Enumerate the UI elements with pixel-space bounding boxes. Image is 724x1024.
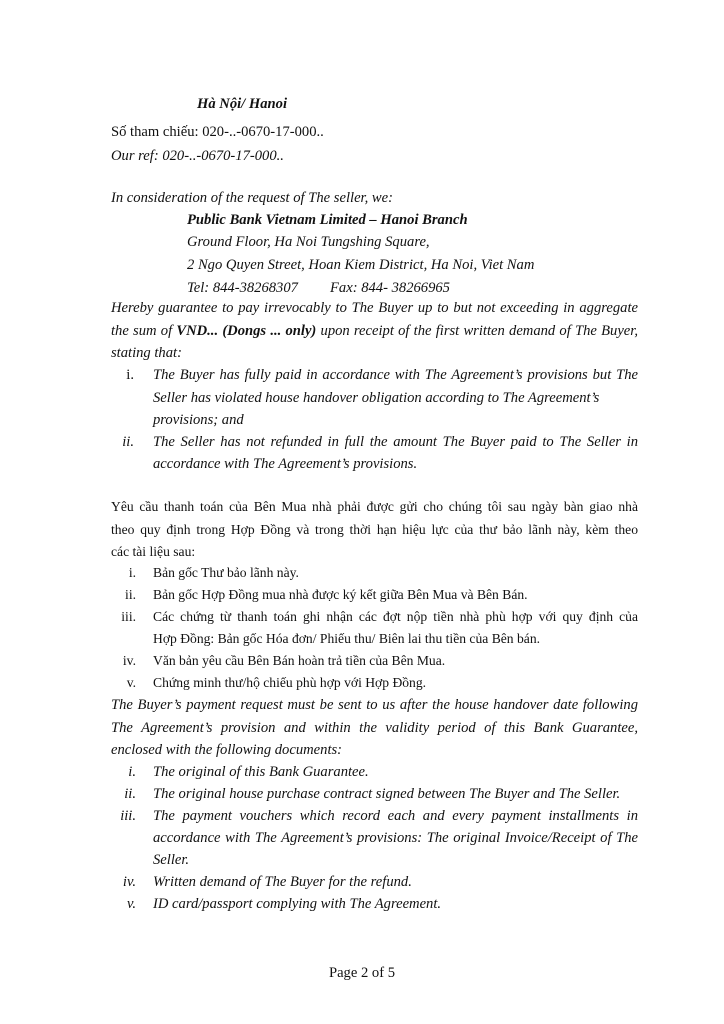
vn-doc-5-number: v.: [126, 675, 136, 690]
en-doc-5-text: ID card/passport complying with The Agreement.: [153, 896, 442, 912]
en-doc-4-number: iv.: [122, 874, 136, 890]
page-number: Page 2 of 5: [328, 965, 396, 981]
condition-1-number: i.: [126, 367, 134, 383]
guarantee-amount: VND... (Dongs ... only): [176, 323, 317, 339]
condition-2-number: ii.: [122, 434, 134, 450]
reference-en: Our ref: 020-..-0670-17-000..: [111, 148, 284, 164]
en-doc-3-line-3: Seller.: [153, 852, 190, 868]
condition-1-line-2: Seller has violated house handover obligation according to The Agreement’s: [153, 390, 600, 406]
place-heading: Hà Nội/ Hanoi: [197, 96, 288, 112]
vn-doc-2-number: ii.: [125, 587, 136, 602]
vn-doc-5-text: Chứng minh thư/hộ chiếu phù hợp với Hợp Đồng.: [153, 675, 427, 690]
guarantee-line-3: stating that:: [111, 345, 182, 361]
vn-doc-3-line-1: Các chứng từ thanh toán ghi nhận các đợt nộp tiền nhà phù hợp với quy định của: [153, 609, 638, 624]
condition-2-line-1: The Seller has not refunded in full the amount The Buyer paid to The Seller in: [153, 434, 638, 450]
en-doc-2-number: ii.: [124, 786, 136, 802]
en-doc-4-text: Written demand of The Buyer for the refund.: [153, 874, 412, 890]
vn-doc-3-line-2: Hợp Đồng: Bản gốc Hóa đơn/ Phiếu thu/ Biên lai thu tiền của Bên bán.: [153, 631, 541, 646]
vn-request-line-2: theo quy định trong Hợp Đồng và trong thời hạn hiệu lực của thư bảo lãnh này, kèm theo: [111, 522, 638, 537]
condition-1-line-3: provisions; and: [153, 412, 244, 428]
en-doc-1-number: i.: [128, 764, 136, 780]
en-doc-5-number: v.: [126, 896, 136, 912]
en-doc-1-text: The original of this Bank Guarantee.: [153, 764, 369, 780]
en-doc-3-line-1: The payment vouchers which record each and every payment installments in: [153, 808, 638, 824]
guarantee-line-1: Hereby guarantee to pay irrevocably to The Buyer up to but not exceeding in aggregate: [111, 300, 638, 316]
guarantee-line-2: the sum of VND... (Dongs ... only) upon receipt of the first written demand of The Buyer,: [111, 323, 638, 339]
bank-address-line-2: 2 Ngo Quyen Street, Hoan Kiem District, Ha Noi, Viet Nam: [187, 257, 535, 273]
vn-doc-1-number: i.: [128, 565, 136, 580]
vn-doc-4-number: iv.: [122, 653, 136, 668]
vn-request-line-1: Yêu cầu thanh toán của Bên Mua nhà phải được gửi cho chúng tôi sau ngày bàn giao nhà: [111, 499, 638, 514]
en-doc-3-line-2: accordance with The Agreement’s provisions: The original Invoice/Receipt of The: [153, 830, 638, 846]
condition-2-line-2: accordance with The Agreement’s provisions.: [153, 456, 418, 472]
condition-1-line-1: The Buyer has fully paid in accordance with The Agreement’s provisions but The: [153, 367, 638, 383]
vn-doc-4-text: Văn bản yêu cầu Bên Bán hoàn trả tiền của Bên Mua.: [153, 653, 446, 668]
vn-request-line-3: các tài liệu sau:: [111, 544, 196, 559]
reference-vn: Số tham chiếu: 020-..-0670-17-000..: [111, 124, 324, 140]
vn-doc-2-text: Bản gốc Hợp Đồng mua nhà được ký kết giữa Bên Mua và Bên Bán.: [153, 587, 528, 602]
bank-name: Public Bank Vietnam Limited – Hanoi Branch: [187, 212, 468, 228]
en-request-line-1: The Buyer’s payment request must be sent to us after the house handover date following: [111, 697, 638, 713]
en-request-line-3: enclosed with the following documents:: [111, 742, 343, 758]
bank-tel: Tel: 844-38268307: [187, 280, 298, 296]
en-doc-3-number: iii.: [120, 808, 136, 824]
en-request-line-2: The Agreement’s provision and within the validity period of this Bank Guarantee,: [111, 720, 638, 736]
bank-fax: Fax: 844- 38266965: [330, 280, 450, 296]
vn-doc-1-text: Bản gốc Thư bảo lãnh này.: [153, 565, 299, 580]
bank-address-line-1: Ground Floor, Ha Noi Tungshing Square,: [187, 234, 430, 250]
en-doc-2-text: The original house purchase contract signed between The Buyer and The Seller.: [153, 786, 621, 802]
consideration-text: In consideration of the request of The seller, we:: [111, 190, 393, 206]
vn-doc-3-number: iii.: [121, 609, 136, 624]
